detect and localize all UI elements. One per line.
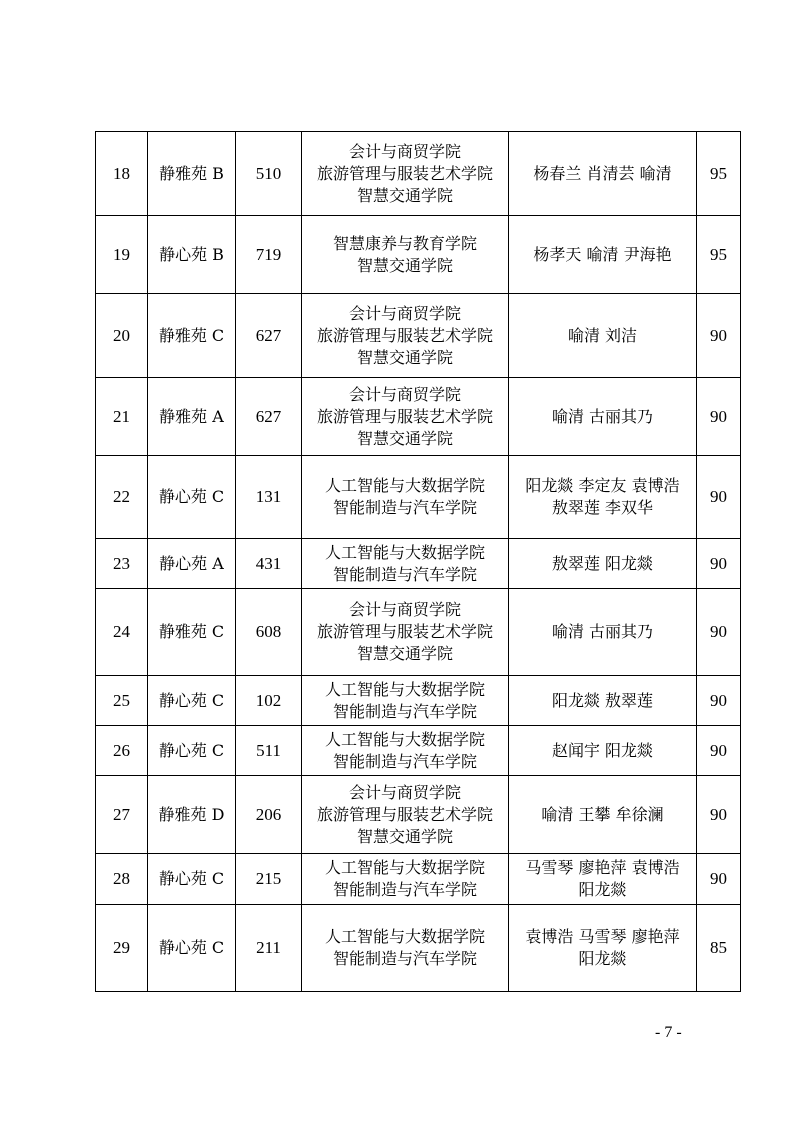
college-line: 旅游管理与服装艺术学院 — [316, 622, 493, 641]
score-cell: 90 — [697, 854, 741, 905]
building-cell: 静雅苑 C — [148, 589, 236, 676]
score-cell: 90 — [697, 726, 741, 776]
inspector-cell — [509, 776, 697, 854]
table-body — [96, 132, 741, 992]
inspector-cell — [509, 854, 697, 905]
score-cell: 90 — [697, 456, 741, 539]
table-row — [96, 854, 741, 905]
score-cell: 90 — [697, 776, 741, 854]
table-row — [96, 726, 741, 776]
row-number-cell: 22 — [96, 456, 148, 539]
score-cell: 90 — [697, 539, 741, 589]
room-number-cell: 102 — [236, 676, 302, 726]
inspector-cell — [509, 132, 697, 216]
college-line: 旅游管理与服装艺术学院 — [316, 163, 493, 183]
college-line: 智能制造与汽车学院 — [332, 564, 477, 584]
college-cell — [302, 726, 509, 776]
building-cell: 静雅苑 A — [148, 378, 236, 456]
table-row — [96, 378, 741, 456]
college-cell — [302, 132, 509, 216]
score-cell: 95 — [697, 216, 741, 294]
room-number-cell: 131 — [236, 456, 302, 539]
table-row — [96, 216, 741, 294]
page-number: - 7 - — [655, 1024, 682, 1041]
college-cell — [302, 589, 509, 676]
room-number-cell: 206 — [236, 776, 302, 854]
college-line: 人工智能与大数据学院 — [324, 729, 485, 749]
college-line: 人工智能与大数据学院 — [324, 476, 485, 495]
table-row — [96, 905, 741, 992]
college-line: 人工智能与大数据学院 — [324, 927, 485, 946]
college-cell — [302, 905, 509, 992]
row-number-cell: 27 — [96, 776, 148, 854]
college-cell — [302, 294, 509, 378]
inspector-cell — [509, 726, 697, 776]
score-cell: 95 — [697, 132, 741, 216]
college-line: 智能制造与汽车学院 — [332, 880, 477, 899]
college-cell — [302, 216, 509, 294]
college-line: 会计与商贸学院 — [348, 600, 461, 619]
college-line: 旅游管理与服装艺术学院 — [316, 406, 493, 426]
inspector-line: 杨春兰 肖清芸 喻清 — [533, 163, 672, 183]
inspector-cell — [509, 456, 697, 539]
inspector-cell — [509, 216, 697, 294]
inspector-line: 阳龙燚 — [578, 880, 627, 899]
inspector-line: 敖翠莲 阳龙燚 — [551, 553, 654, 573]
row-number-cell: 25 — [96, 676, 148, 726]
score-cell: 90 — [697, 378, 741, 456]
row-number-cell: 18 — [96, 132, 148, 216]
room-number-cell: 608 — [236, 589, 302, 676]
building-cell: 静心苑 B — [148, 216, 236, 294]
table-row — [96, 676, 741, 726]
score-cell: 90 — [697, 294, 741, 378]
inspector-line: 马雪琴 廖艳萍 袁博浩 — [525, 858, 680, 877]
table-row — [96, 456, 741, 539]
college-line: 旅游管理与服装艺术学院 — [316, 804, 493, 824]
table-row — [96, 539, 741, 589]
room-number-cell: 719 — [236, 216, 302, 294]
college-line: 人工智能与大数据学院 — [324, 858, 485, 877]
inspector-cell — [509, 589, 697, 676]
score-cell: 90 — [697, 676, 741, 726]
inspector-line: 喻清 古丽其乃 — [551, 406, 654, 426]
building-cell: 静心苑 C — [148, 676, 236, 726]
inspector-line: 喻清 刘洁 — [567, 325, 638, 345]
college-line: 智能制造与汽车学院 — [332, 701, 477, 721]
table-row — [96, 132, 741, 216]
row-number-cell: 29 — [96, 905, 148, 992]
college-line: 智慧康养与教育学院 — [332, 233, 477, 253]
college-line: 会计与商贸学院 — [348, 782, 461, 802]
row-number-cell: 23 — [96, 539, 148, 589]
inspector-cell — [509, 676, 697, 726]
building-cell: 静雅苑 C — [148, 294, 236, 378]
dormitory-score-table — [95, 131, 741, 992]
college-line: 智能制造与汽车学院 — [332, 949, 477, 968]
room-number-cell: 431 — [236, 539, 302, 589]
college-line: 智能制造与汽车学院 — [332, 498, 477, 517]
college-line: 人工智能与大数据学院 — [324, 542, 485, 562]
college-line: 智慧交通学院 — [356, 185, 453, 205]
college-cell — [302, 854, 509, 905]
table-row — [96, 589, 741, 676]
college-cell — [302, 378, 509, 456]
room-number-cell: 511 — [236, 726, 302, 776]
room-number-cell: 211 — [236, 905, 302, 992]
row-number-cell: 24 — [96, 589, 148, 676]
score-cell: 90 — [697, 589, 741, 676]
building-cell: 静雅苑 D — [148, 776, 236, 854]
building-cell: 静雅苑 B — [148, 132, 236, 216]
room-number-cell: 510 — [236, 132, 302, 216]
college-line: 会计与商贸学院 — [348, 141, 461, 161]
college-line: 会计与商贸学院 — [348, 384, 461, 404]
inspector-cell — [509, 294, 697, 378]
inspector-cell — [509, 539, 697, 589]
inspector-line: 赵闻宇 阳龙燚 — [551, 740, 654, 760]
college-cell — [302, 676, 509, 726]
table-row — [96, 776, 741, 854]
college-cell — [302, 456, 509, 539]
inspector-line: 喻清 古丽其乃 — [551, 622, 654, 641]
college-cell — [302, 539, 509, 589]
inspector-line: 喻清 王攀 牟徐澜 — [541, 804, 664, 824]
inspector-line: 阳龙燚 敖翠莲 — [551, 690, 654, 710]
room-number-cell: 627 — [236, 294, 302, 378]
college-line: 旅游管理与服装艺术学院 — [316, 325, 493, 345]
building-cell: 静心苑 C — [148, 854, 236, 905]
inspector-line: 袁博浩 马雪琴 廖艳萍 — [525, 927, 680, 946]
row-number-cell: 26 — [96, 726, 148, 776]
college-line: 智能制造与汽车学院 — [332, 751, 477, 771]
inspector-line: 阳龙燚 — [578, 949, 627, 968]
college-line: 智慧交通学院 — [356, 347, 453, 367]
inspector-line: 杨孝天 喻清 尹海艳 — [533, 244, 672, 264]
college-line: 会计与商贸学院 — [348, 303, 461, 323]
college-line: 智慧交通学院 — [356, 644, 453, 663]
college-line: 智慧交通学院 — [356, 826, 453, 846]
inspector-cell — [509, 378, 697, 456]
row-number-cell: 20 — [96, 294, 148, 378]
room-number-cell: 627 — [236, 378, 302, 456]
college-cell — [302, 776, 509, 854]
college-line: 智慧交通学院 — [356, 255, 453, 275]
building-cell: 静心苑 C — [148, 726, 236, 776]
inspector-cell — [509, 905, 697, 992]
building-cell: 静心苑 C — [148, 905, 236, 992]
college-line: 智慧交通学院 — [356, 428, 453, 448]
row-number-cell: 21 — [96, 378, 148, 456]
score-cell: 85 — [697, 905, 741, 992]
inspector-line: 阳龙燚 李定友 袁博浩 — [525, 476, 680, 495]
row-number-cell: 28 — [96, 854, 148, 905]
inspector-line: 敖翠莲 李双华 — [551, 498, 654, 517]
building-cell: 静心苑 A — [148, 539, 236, 589]
room-number-cell: 215 — [236, 854, 302, 905]
college-line: 人工智能与大数据学院 — [324, 679, 485, 699]
table-row — [96, 294, 741, 378]
building-cell: 静心苑 C — [148, 456, 236, 539]
row-number-cell: 19 — [96, 216, 148, 294]
